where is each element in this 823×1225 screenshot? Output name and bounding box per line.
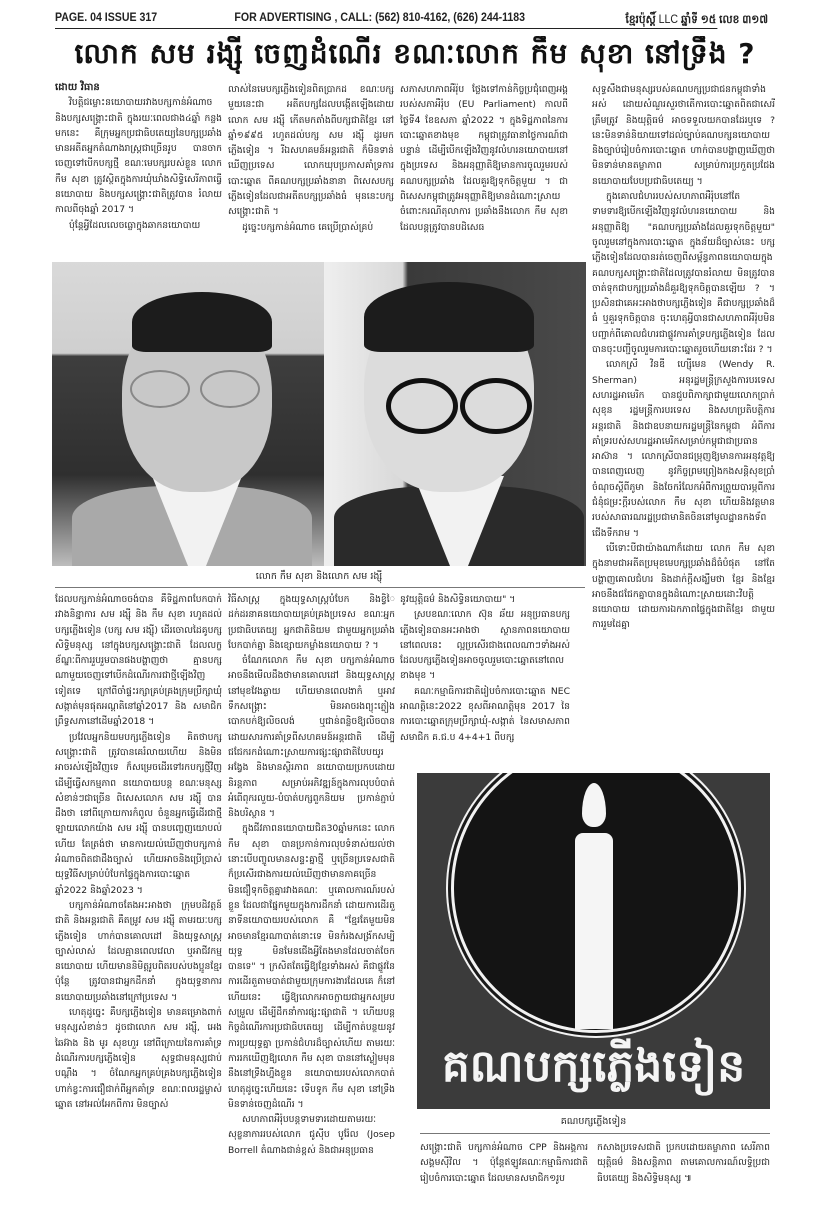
caption-divider — [55, 587, 585, 588]
photo-kem-sokha — [52, 262, 324, 566]
logo-caption: គណបក្សភ្លើងទៀន — [560, 1116, 627, 1127]
paragraph: ក្នុងគោលជំហររបស់សហភាពអឺរ៉ុបនៅតែទាមទារឱ្យបើកឡើងវិញនូវលំហរនយោបាយ និងអនុញ្ញាតិឱ្យ "គណបក្សប្រឆាំងដែលគួរទុកចិត្តមួយ" ចូលរួមនៅក្នុងការបោះឆ្នោត ក្នុងន័យដ៏ច្បាស់នេះ បក្សភ្លើងទៀនដែលបានរត់ចេញពីសម្ព័ន្ធភាពនយោបាយក្នុងគណបក្សសង្គ្រោះជាតិដែលត្រូវបានរំលាយ មិនត្រូវបានចាត់ទុកជាបក្សប្រឆាំងដ៏គួរឱ្យទុកចិត្តបានឡើយ ? ។ ប្រសិនជាគេអះអាងថាបក្សភ្លើងទៀន គឺជាបក្សប្រឆាំងដ៏ធំ ឬគួរទុកចិត្តបាន ចុះហេតុអ្វីបានជាសហភាពអឺរ៉ុបមិនបញ្ជាក់ពីគោលជំហរជាផ្លូវការគាំទ្របក្សភ្លើងទៀន ដែលបានចុះបញ្ជីចូលរួមការបោះឆ្នោតរួចហើយនោះដែរ ? ។ — [592, 191, 775, 356]
byline: ដោយ វិធាន — [55, 82, 100, 93]
advertising-contact: FOR ADVERTISING , CALL: (562) 810-4162, (626) 244-1183 — [234, 12, 526, 24]
candlelight-party-logo — [417, 773, 770, 1109]
column-2-bottom — [228, 592, 395, 1202]
paragraph: ចំណែកលោក កឹម សុខា បក្សកាន់អំណាចអាចនឹងមើលដឹងថាមានគោលដៅ និងយុទ្ធសាស្ត្រនៅមុខវែងឆ្ងាយ ហើយមានពេលងាកំ ឬអាវទឹកសង្គ្រោះ មិនអាចរងព្យុះភ្លៀងបោកបក់ឱ្យលិចលង់ ឬជាន់ពន្លិចឱ្យលិចបាន ដោយសារការគាំទ្រពីសហគមន៍អន្តរជាតិ ដើម្បីជជែករកដំណោះស្រាយការផ្សះផ្សាជាតិបែបយូរអង្វែង និងមានស្ថិរភាព នយោបាយប្រកបដោយនិរន្តភាព សម្រាប់អភិវឌ្ឍន៍ក្នុងការលុបបំបាត់អំពើពុករលួយ-បំបាត់បក្សពួកនិយម ប្រកាន់ភ្ជាប់ និងបរិស្ថាន ។ — [228, 655, 395, 820]
photo-caption: លោក កឹម សុខា និងលោក សម រង្ស៊ី — [255, 571, 383, 582]
paragraph: នូវយុត្តិធម៌ និងសិទ្ធិនយោបាយ" ។ — [400, 594, 516, 605]
logo-caption-divider — [420, 1133, 770, 1134]
paragraph: កសាងប្រទេសជាតិ ប្រកបដោយតម្លាភាព សេរីភាព យុត្តិធម៌ និងសន្តិភាព តាមគោលការណ៍លទ្ធិប្រជាធិបតេយ្យ និងសិទ្ធិមនុស្ស ៕ — [597, 1142, 770, 1184]
paragraph: ដូច្នេះបក្សកាន់អំណាច គេប្រើប្រាស់គ្រប់ — [242, 221, 374, 233]
column-2-top — [228, 82, 394, 260]
paragraph: សង្គ្រោះជាតិ បក្សកាន់អំណាច CPP និងអង្គការសង្គមស៊ីវិល ។ ប៉ុន្តែឥឡូវគណៈកម្មាធិការជាតិរៀបចំការបោះឆ្នោត ដែលមានសមាជិក១រូប — [420, 1142, 588, 1184]
year-issue: ឆ្នាំទី ១៥ លេខ ៣១៧ — [681, 14, 768, 26]
paragraph: សុទ្ធសឹងជាមនុស្សរបស់គណបក្សប្រជាជនកម្ពុជាទាំងអស់ ដោយសំណួរសួរថាតើការបោះឆ្នោតពិតជាសេរី ត្រឹមត្រូវ និងយុត្តិធម៌ អាចទទួលយកបានដែរឬទេ ? នេះមិនទាន់និយាយទៅដល់ច្បាប់គណបក្សនយោបាយ និងច្បាប់រៀបចំការបោះឆ្នោត ហាក់បានបង្ហាញឃើញថាមិនទាន់មានតម្លាភាព សម្រាប់ការប្រកួតប្រជែងនយោបាយបែបប្រជាធិបតេយ្យ ។ — [592, 84, 775, 187]
paragraph: គណៈកម្មាធិការជាតិរៀបចំការបោះឆ្នោត NEC អាណត្តិនេះ2022 ខុសពីអាណត្តិមុន 2017 នៃការបោះឆ្នោតក្រុមប្រឹក្សាឃុំ-សង្កាត់ នៃសមាសភាពសមាជិក គ.ជ.ប 4+4+1 ពីបក្ស — [400, 685, 570, 743]
paragraph: ក្នុងជីវភាពនយោបាយជិត30ឆ្នាំមកនេះ លោក កឹម សុខា បានប្រកាន់ការលុបទំនាស់យល់ថា នោះបើបញ្ចូលមានសន្ទះគ្នាថ្មី ឬច្រើនប្រទេសជាតិ ក៏ប្រសើរជាងការយល់ឃើញថាមានភាគច្រើនមិនជឿទុកចិត្តគ្នារវាងគណៈ ឬគោលការណ៍របស់ខ្លួន ដែលជាផ្នែកមួយក្នុងការដឹកនាំ ដោយការដើរតួនាទីនយោបាយរបស់លោក គឺ "ខ្មែរតែមួយមិនអាចមានខ្មែរណាបាត់នោះទេ មិនកំរងសង្រ័កសម្បិយុទ្ធ មិនមែនជើងអ្វីតែងមានដែលចាត់ចែកបានទេ" ។ ក្រសិតតែធ្វើឱ្យខ្មែរទាំងអស់ គឺជាផ្លូវនៃការដើរតួតាមបាត់ជាមួយក្រុមការងារដែលគេ ក៏នៅហើយនេះ ធ្វើឱ្យលោកអាចក្លាយជាអ្នកសម្របសម្រួល ដើម្បីដឹកនាំការផ្សះផ្សាជាតិ ។ ហើយបន្តកិច្ចដំណើរការប្រជាធិបតេយ្យ ដើម្បីកាត់បន្ថយនូវការប្រយុទ្ធគ្នា ប្រកាន់ជំហរដ៏ច្បាស់ហើយ តាមរយៈការរកឃើញឱ្យលោក កឹម សុខា បាននៅស្ងៀមមុននឹងនៅទ្រឹងហ្នឹងខ្លួន នយោបាយរបស់លោកបាត់ ហេតុដូច្នេះហើយនេះ ទើបទូក កឹម សុខា នៅទ្រឹងមិនទាន់ចេញដំណើរ ។ — [228, 823, 395, 1110]
column-1-top — [55, 80, 222, 260]
paragraph: ប្រវែលអ្នកនិយមបក្សភ្លើងទៀន គិតថាបក្សសង្គ្រោះជាតិ ត្រូវបានគេរំលាយហើយ និងមិនអាចរស់ឡើងវិញទេ ក៏សម្រេចដើរទៅរកបក្សថ្មីវិញ ដើម្បីធ្វើសកម្មភាព នយោបាយបន្ត ខណៈមនុស្សសំខាន់ៗជាច្រើន ពិសេសលោក សម រង្ស៊ី បានដឹងថា នៅពីក្រោយការកំពូល ចំនួនអ្នកធ្វើដើរជាថ្មី ឡាយលោកយ៉ាង សម រង្ស៊ី បានបញ្ចេញយោបល់ហើយ តែត្រង់ថា មានការយល់ឃើញថាបក្សកាន់អំណាចពិតជាដឹងច្បាស់ ហើយអាចនិងប្រើប្រាស់យុទ្ធវិធីសម្រាប់បំបែកផ្ទៃក្នុងការបោះឆ្នោតឆ្នាំ2022 និងឆ្នាំ2023 ។ — [55, 731, 222, 896]
paragraph: លោកស្រី វិនឌី ហ្ស៊ើមេន (Wendy R. Sherman) អនុរដ្ឋមន្ត្រីក្រសួងការបរទេសសហរដ្ឋអាមេរិក បានជួបពិភាក្សាជាមួយលោកប្រាក់ សុខុន រដ្ឋមន្ត្រីការបរទេស និងសហប្រតិបត្តិការអន្តរជាតិ និងជាឧបនាយករដ្ឋមន្ត្រីនៃកម្ពុជា អំពីការគាំទ្ររបស់សហរដ្ឋអាមេរិកសម្រាប់កម្ពុជាជាប្រធានអាស៊ាន ។ លោកស្រីបានជម្រុញឱ្យមានការអនុវត្តឱ្យបានពេញលេញ នូវកិច្ចព្រមព្រៀងកងសន្តិសុខប្រាំចំណុចស្តីពីភូមា និងចែករំលែកអំពីការព្រួយបារម្ភពីការជំនុំជម្រះក្តីរបស់លោក កឹម សុខា ហើយនិងវត្តមានរបស់សាធារណរដ្ឋប្រជាមានិតចិននៅមូលដ្ឋានកងទ័ពជើងទឹករាម ។ — [592, 359, 775, 539]
page-issue-label: PAGE. 04 ISSUE 317 — [55, 12, 158, 24]
paragraph: បក្សកាន់អំណាចតែងអះអាងថា ក្រុមបដិវត្តន៍ជាតិ និងអន្តរជាតិ គឺតម្រូវ សម រង្ស៊ី តាមរយៈបក្សភ្លើងទៀន ហាក់បានគោលដៅ និងយុទ្ធសាស្ត្រច្បាស់លាស់ ដែលគ្មានពេលវេលា ឬអាជីវកម្មនយោបាយ ហើយមាននិមិត្តរូបពិតរបស់បងប្អូនខ្មែរ ប៉ុន្តែ ត្រូវបានជាអ្នកដឹកនាំ ក្នុងយុទ្ធនាការនយោបាយប្រឆាំងនៅក្រៅប្រទេស ។ — [55, 899, 222, 1003]
column-3-bottom — [400, 592, 570, 767]
paragraph: ស្របខណៈលោក ស៊ុន ឆ័យ អនុប្រធានបក្សភ្លើងទៀនបានអះអាងថា ស្ថានភាពនយោបាយនៅពេលនេះ ល្អប្រសើរជាងពេលណាៗទាំងអស់ ដែលបក្សភ្លើងទៀនអាចចូលរួមបោះឆ្នោតនៅពេលខាងមុខ ។ — [400, 609, 570, 682]
paragraph: វិបត្តិជម្លោះនយោបាយរវាងបក្សកាន់អំណាច និងបក្សសង្គ្រោះជាតិ ក្នុងរយៈពេលជាង៤ឆ្នាំ កន្លងមកនេះ គឺក្រុមអ្នកប្រជាធិបតេយ្យនៃបក្សប្រឆាំង មានអតីតអ្នកតំណាងរាស្ត្រជាច្រើនរូប បានចាកចេញទៅបើកបក្សថ្មី ខណៈមេបក្សរបស់ខ្លួន លោក កឹម សុខា ត្រូវស្ថិតក្នុងការឃុំឃាំងសិទ្ធិសេរីភាពធ្វើនយោបាយ និងបក្សសង្គ្រោះជាតិត្រូវបាន រំលាយកាលពីចុងឆ្នាំ 2017 ។ — [55, 97, 222, 216]
paragraph: ប៉ុន្តែអ្វីដែលលេចធ្លោក្នុងឆាកនយោបាយ — [69, 219, 201, 231]
column-1-bottom — [55, 592, 222, 1202]
paragraph: ដែលបក្សកាន់អំណាចចង់បាន គឺទិដ្ឋភាពបែកបាក់រវាងនិន្នាការ សម រង្ស៊ី និង កឹម សុខា រហូតដល់បក្សភ្លើងទៀន (បក្ស សម រង្ស៊ី) ដើរចោលដៃគូបក្សសិទ្ធិមនុស្ស នៅក្នុងបក្សសង្គ្រោះជាតិ ដែលលក្ខខ័ណ្ឌៈពីការរួបរួមបានផងបង្ហាញថា គ្មានបក្សណាមួយចេញទៅបើកដំណើរការជាថ្មីឡើងវិញទៀតទេ ក្រៅពីចាំផ្ទះរក្សាគ្រប់គ្រងក្រុមប្រឹក្សាឃុំសង្កាត់មុនផុតអណ្តតិនៅឆ្នាំ2017 និង សមាជិកព្រឹទ្ធសភានៅដើមឆ្នាំ2018 ។ — [55, 594, 222, 728]
article-headline: លោក សម រង្ស៊ី ចេញដំណើរ ខណៈលោក កឹម សុខា នៅទ្រឹង ? — [74, 37, 756, 70]
brand-name: ខ្មែរប៉ុស្ដិ៍ — [625, 14, 656, 26]
paragraph: វិធីសាស្ត្រ ក្នុងយុទ្ធសាស្ត្របំបែក និងខ្វិៃដក់ដរនាគនយោបាយគ្រប់គ្រងប្រទេស ខណៈអ្នកប្រជាធិបតេយ្យ អ្នកជាតិនិយម ជាមួយអ្នកប្រឆាំងបែកបាក់គ្នា និងខ្សោយកម្លាំងនយោបាយ ? ។ — [228, 594, 395, 651]
candle-icon — [575, 833, 613, 1029]
paragraph: សភាសហភាពអឺរ៉ុប ថ្លែងទៅកាន់កិច្ចប្រជុំពេញអង្គរបស់សភាអឺរ៉ុប (EU Parliament) កាលពីថ្ងៃទី4 ខែឧសភា ឆ្នាំ2022 ។ ក្នុងទិដ្ឋភាពនៃការបោះឆ្នោតខាងមុខ កម្ពុជាត្រូវធានាថៃ្ងការណ៍ជាបន្ទាន់ ដើម្បីបើកឡើងវិញនូវលំហរនយោបាយនៅក្នុងប្រទេស និងអនុញ្ញាតិឱ្យមានការចូលរួមរបស់គណបក្សប្រឆាំង ដែលគួរឱ្យទុកចិត្តមួយ ។ ជាពិសេសកម្ពុជាត្រូវអនុញ្ញាតិឱ្យមានដំណោះស្រាយចំពោះករណីតុលាការ ប្រឆាំងនឹងលោក កឹម សុខា ដែលបន្តត្រូវបានបដិសេធ — [400, 84, 568, 233]
photo-sam-rainsy — [324, 262, 586, 566]
paragraph: សហភាពអឺរ៉ុបបន្តទាមទារដោយតាមរយៈ សុខ្ខនាការរបស់លោក ជូស៊ីប បូរ៉ែល (Josep Borrell តំណាងជាន់ខ្ពស់ និងជាអនុប្រធាន — [228, 1114, 395, 1156]
paragraph: បើទោះបីជាយ៉ាងណាក៏ដោយ លោក កឹម សុខា ក្នុងនាមជាអតីតប្រមុខមេបក្សប្រឆាំងដ៏ធំបំផុត នៅតែបង្ហាញគោលជំហរ និងដាក់ក្តីសង្ឃឹមថា ខ្មែរ និងខ្មែរ អាចនឹងជជែកគ្នាបានក្នុងដំណោះស្រាយដោះវិបត្តិនយោបាយ ដោយការឯកភាពផ្ទៃក្នុងជាតិខ្មែរ ជាមួយការរួមដៃគ្នា — [592, 542, 775, 631]
column-3-end — [420, 1140, 588, 1190]
masthead-brand — [625, 12, 768, 29]
column-4 — [592, 82, 775, 772]
column-4-end — [597, 1140, 770, 1190]
logo-text: គណបក្សភ្លើងទៀន — [441, 1041, 746, 1092]
paragraph: លាស់នៃមេបក្សភ្លើងទៀនពិតប្រាកដ ខណៈបក្សមួយនេះជា អតីតបក្សដែលបង្កើតឡើងដោយលោក សម រង្ស៊ី កើតមកតាំងពីបក្សជាតិខ្មែរ នៅឆ្នាំ១៩៩៥ រហូតដល់បក្ស សម រង្ស៊ី ដូរមកភ្លើងទៀន ។ រីឯសហគមន៍អន្តរជាតិ ក៏មិនទាន់ឃើញប្រទេស លោកឃុបប្រកាសគាំទ្រការបោះឆ្នោត ពីគណបក្សប្រឆាំងនានា ពិសេសបក្សភ្លើងទៀនដែលជាអតីតបក្សប្រឆាំងធំ មុននេះបក្សសង្គ្រោះជាតិ ។ — [228, 84, 394, 218]
column-3-top — [400, 82, 568, 260]
brand-suffix: LLC — [658, 14, 679, 26]
paragraph: ហេតុដូច្នេះ គឺបក្សភ្លើងទៀន មានគម្រោងពាក់មនុស្សសំខាន់ៗ ដូចជាលោក សម រង្ស៊ី, អេង ឆៃអ៊ាង និង មូរ សុខហួរ នៅពីក្រោយនៃការគាំទ្រដំណើរការបក្សភ្លើងទៀន សុទ្ធជាមនុស្សជាប់បណ្តឹង ។ ចំណែកអ្នកគ្រប់គ្រងបក្សភ្លើងទៀន ហាក់ខ្វះការជឿជាក់ពីអ្នកគាំទ្រ ខណៈពលរដ្ឋម្ចាស់ឆ្នោត នៅអល់អែកពីការ មិនច្បាស់ — [55, 1007, 222, 1110]
leaders-photo — [52, 262, 586, 566]
page-header — [55, 8, 768, 29]
